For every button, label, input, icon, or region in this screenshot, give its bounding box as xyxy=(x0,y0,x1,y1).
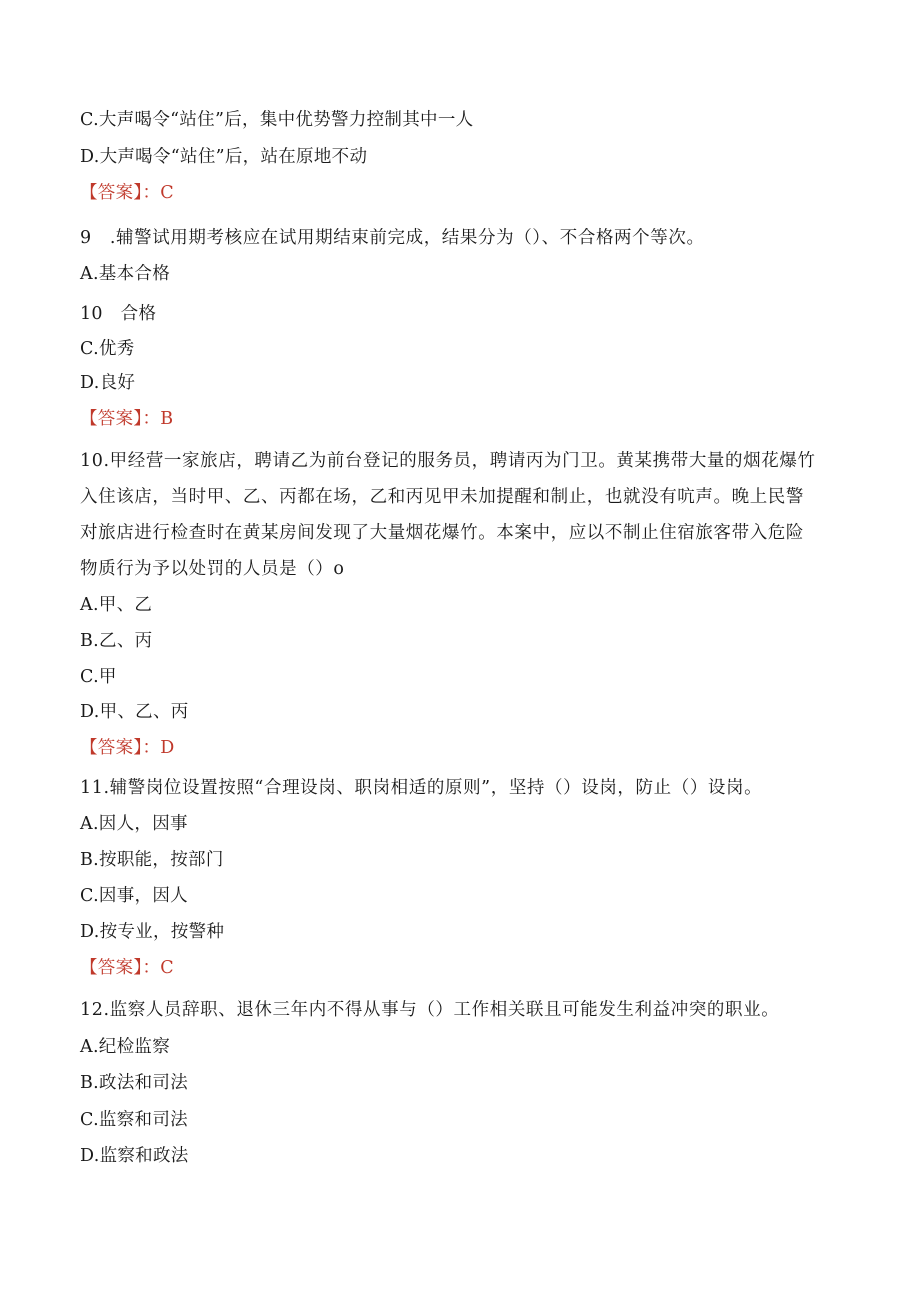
question-line: 对旅店进行检查时在黄某房间发现了大量烟花爆竹。本案中，应以不制止住宿旅客带入危险 xyxy=(80,523,804,543)
option-line: C.因事，因人 xyxy=(80,886,188,906)
question-line: 10.甲经营一家旅店，聘请乙为前台登记的服务员，聘请丙为门卫。黄某携带大量的烟花爆竹 xyxy=(80,451,816,471)
option-line: D.良好 xyxy=(80,373,136,393)
question-line: 物质行为予以处罚的人员是（）o xyxy=(80,559,345,579)
answer-line: 【答案】：D xyxy=(80,738,175,758)
option-line: C.大声喝令“站住”后，集中优势警力控制其中一人 xyxy=(80,110,474,130)
option-line: D.按专业，按警种 xyxy=(80,922,225,942)
option-line: B.乙、丙 xyxy=(80,631,153,651)
option-line: D.监察和政法 xyxy=(80,1146,189,1166)
option-line: A.甲、乙 xyxy=(80,595,153,615)
answer-line: 【答案】：C xyxy=(80,183,174,203)
question-line: 入住该店，当时甲、乙、丙都在场，乙和丙见甲未加提醒和制止，也就没有吭声。晚上民警 xyxy=(80,487,804,507)
option-line: B.政法和司法 xyxy=(80,1073,189,1093)
answer-line: 【答案】：B xyxy=(80,409,174,429)
question-line: 11.辅警岗位设置按照“合理设岗、职岗相适的原则”，坚持（）设岗，防止（）设岗。 xyxy=(80,778,763,798)
option-line: C.监察和司法 xyxy=(80,1110,188,1130)
answer-line: 【答案】：C xyxy=(80,958,174,978)
option-line: 10 合格 xyxy=(80,304,157,324)
option-line: C.优秀 xyxy=(80,339,135,359)
option-line: A.纪检监察 xyxy=(80,1037,171,1057)
option-line: C.甲 xyxy=(80,667,117,687)
question-line: 12.监察人员辞职、退休三年内不得从事与（）工作相关联且可能发生利益冲突的职业。 xyxy=(80,1000,780,1020)
option-line: A.因人，因事 xyxy=(80,814,188,834)
question-line: 9 .辅警试用期考核应在试用期结束前完成，结果分为（）、不合格两个等次。 xyxy=(80,228,705,248)
option-line: A.基本合格 xyxy=(80,264,171,284)
option-line: D.甲、乙、丙 xyxy=(80,702,189,722)
option-line: B.按职能，按部门 xyxy=(80,850,224,870)
option-line: D.大声喝令“站住”后，站在原地不动 xyxy=(80,147,368,167)
